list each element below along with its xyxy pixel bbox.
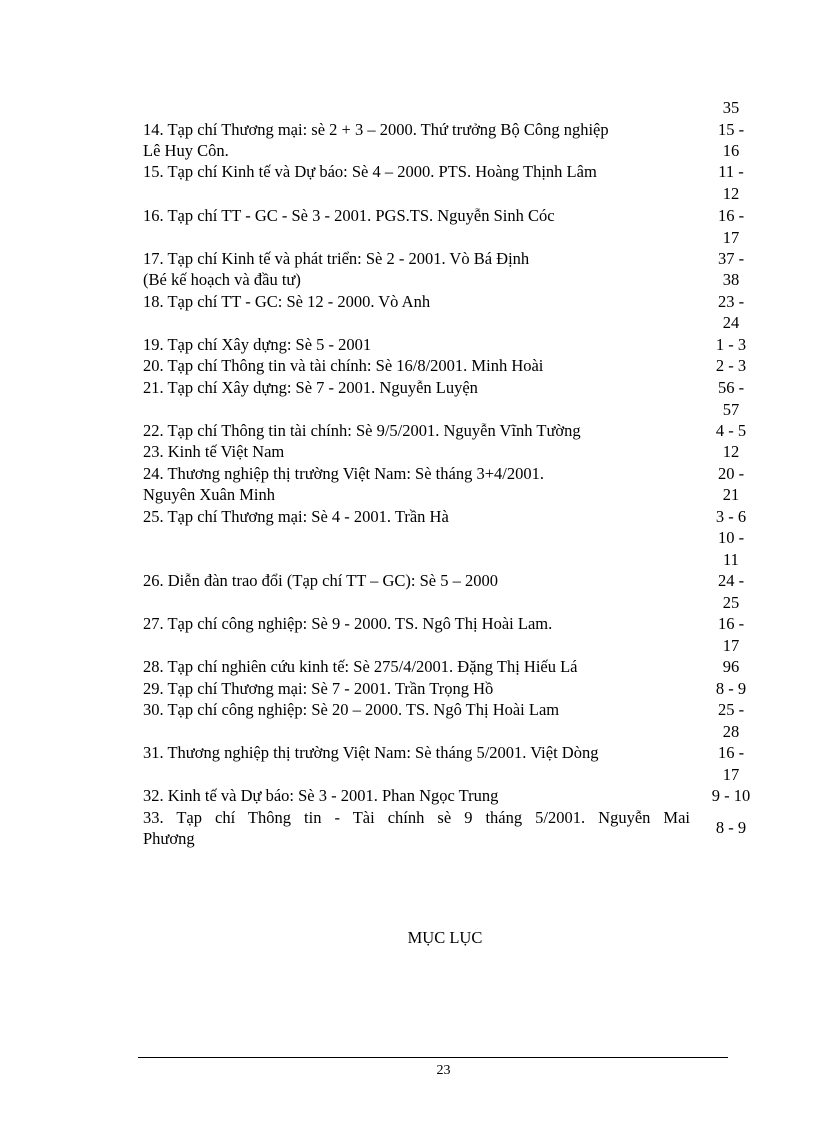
page-ref: 24 - xyxy=(717,571,745,590)
reference-line: 18. Tạp chí TT - GC: Sè 12 - 2000. Vò Anh xyxy=(143,292,431,311)
reference-line: Lê Huy Côn. xyxy=(143,141,229,160)
page-ref: 17 xyxy=(722,228,740,247)
page-ref: 23 - xyxy=(717,292,745,311)
page-ref: 11 - xyxy=(718,162,744,181)
page-ref: 25 - xyxy=(717,700,745,719)
page-ref: 16 - xyxy=(717,743,745,762)
reference-line: Nguyên Xuân Minh xyxy=(143,485,275,504)
page-ref: 37 - xyxy=(717,249,745,268)
reference-line: 27. Tạp chí công nghiệp: Sè 9 - 2000. TS. Ngô Thị Hoài Lam. xyxy=(143,614,553,633)
reference-line: 16. Tạp chí TT - GC - Sè 3 - 2001. PGS.TS. Nguyễn Sinh Cóc xyxy=(143,206,555,225)
page-ref: 96 xyxy=(722,657,740,676)
reference-line: 19. Tạp chí Xây dựng: Sè 5 - 2001 xyxy=(143,335,372,354)
page-ref: 21 xyxy=(722,485,740,504)
page-ref: 3 - 6 xyxy=(715,507,747,526)
reference-line: 25. Tạp chí Thương mại: Sè 4 - 2001. Trần Hà xyxy=(143,507,449,526)
page-ref: 2 - 3 xyxy=(715,356,747,375)
reference-line: 31. Thương nghiệp thị trường Việt Nam: Sè tháng 5/2001. Việt Dòng xyxy=(143,743,599,762)
reference-line: 17. Tạp chí Kinh tế và phát triển: Sè 2 - 2001. Vò Bá Định xyxy=(143,249,530,268)
page-ref: 56 - xyxy=(717,378,745,397)
page-ref: 17 xyxy=(722,765,740,784)
reference-line: 26. Diễn đàn trao đổi (Tạp chí TT – GC): Sè 5 – 2000 xyxy=(143,571,498,590)
page-ref: 35 xyxy=(722,98,740,117)
page-ref: 10 - xyxy=(717,528,745,547)
reference-line: 23. Kinh tế Việt Nam xyxy=(143,442,285,461)
reference-line: 30. Tạp chí công nghiệp: Sè 20 – 2000. TS. Ngô Thị Hoài Lam xyxy=(143,700,560,719)
page-ref: 24 xyxy=(722,313,740,332)
reference-line: 28. Tạp chí nghiên cứu kinh tế: Sè 275/4/2001. Đặng Thị Hiếu Lá xyxy=(143,657,578,676)
reference-line: 15. Tạp chí Kinh tế và Dự báo: Sè 4 – 2000. PTS. Hoàng Thịnh Lâm xyxy=(143,162,597,181)
page-ref: 11 xyxy=(723,550,739,569)
toc-heading: MỤC LỤC xyxy=(407,928,483,947)
page-ref: 15 - xyxy=(717,120,745,139)
footer-rule xyxy=(138,1057,728,1058)
page-ref: 20 - xyxy=(717,464,745,483)
page-ref: 16 - xyxy=(717,206,745,225)
page-ref: 16 - xyxy=(717,614,745,633)
reference-line: 32. Kinh tế và Dự báo: Sè 3 - 2001. Phan Ngọc Trung xyxy=(143,786,499,805)
page-ref: 1 - 3 xyxy=(715,335,747,354)
page-ref: 38 xyxy=(722,270,740,289)
page-ref: 17 xyxy=(722,636,740,655)
reference-line: Phương xyxy=(143,829,195,848)
page-ref: 16 xyxy=(722,141,740,160)
page-ref: 57 xyxy=(722,400,740,419)
page-ref: 12 xyxy=(722,442,740,461)
page-ref: 28 xyxy=(722,722,740,741)
reference-line: 29. Tạp chí Thương mại: Sè 7 - 2001. Trần Trọng Hồ xyxy=(143,679,494,698)
reference-line: (Bé kế hoạch và đầu tư) xyxy=(143,270,301,289)
reference-line: 24. Thương nghiệp thị trường Việt Nam: Sè tháng 3+4/2001. xyxy=(143,464,544,483)
reference-line: 20. Tạp chí Thông tin và tài chính: Sè 16/8/2001. Minh Hoài xyxy=(143,356,544,375)
page-ref: 25 xyxy=(722,593,740,612)
page-ref: 9 - 10 xyxy=(711,786,751,805)
page-number: 23 xyxy=(436,1063,451,1078)
page-ref: 8 - 9 xyxy=(715,679,747,698)
reference-line: 22. Tạp chí Thông tin tài chính: Sè 9/5/2001. Nguyễn Vĩnh Tường xyxy=(143,421,581,440)
page-ref: 8 - 9 xyxy=(715,818,747,837)
page-ref: 4 - 5 xyxy=(715,421,747,440)
reference-line: 21. Tạp chí Xây dựng: Sè 7 - 2001. Nguyễn Luyện xyxy=(143,378,478,397)
reference-line: 14. Tạp chí Thương mại: sè 2 + 3 – 2000. Thứ trưởng Bộ Công nghiệp xyxy=(143,120,609,139)
reference-line: 33. Tạp chí Thông tin - Tài chính sè 9 tháng 5/2001. Nguyễn Mai xyxy=(143,808,690,827)
page-ref: 12 xyxy=(722,184,740,203)
